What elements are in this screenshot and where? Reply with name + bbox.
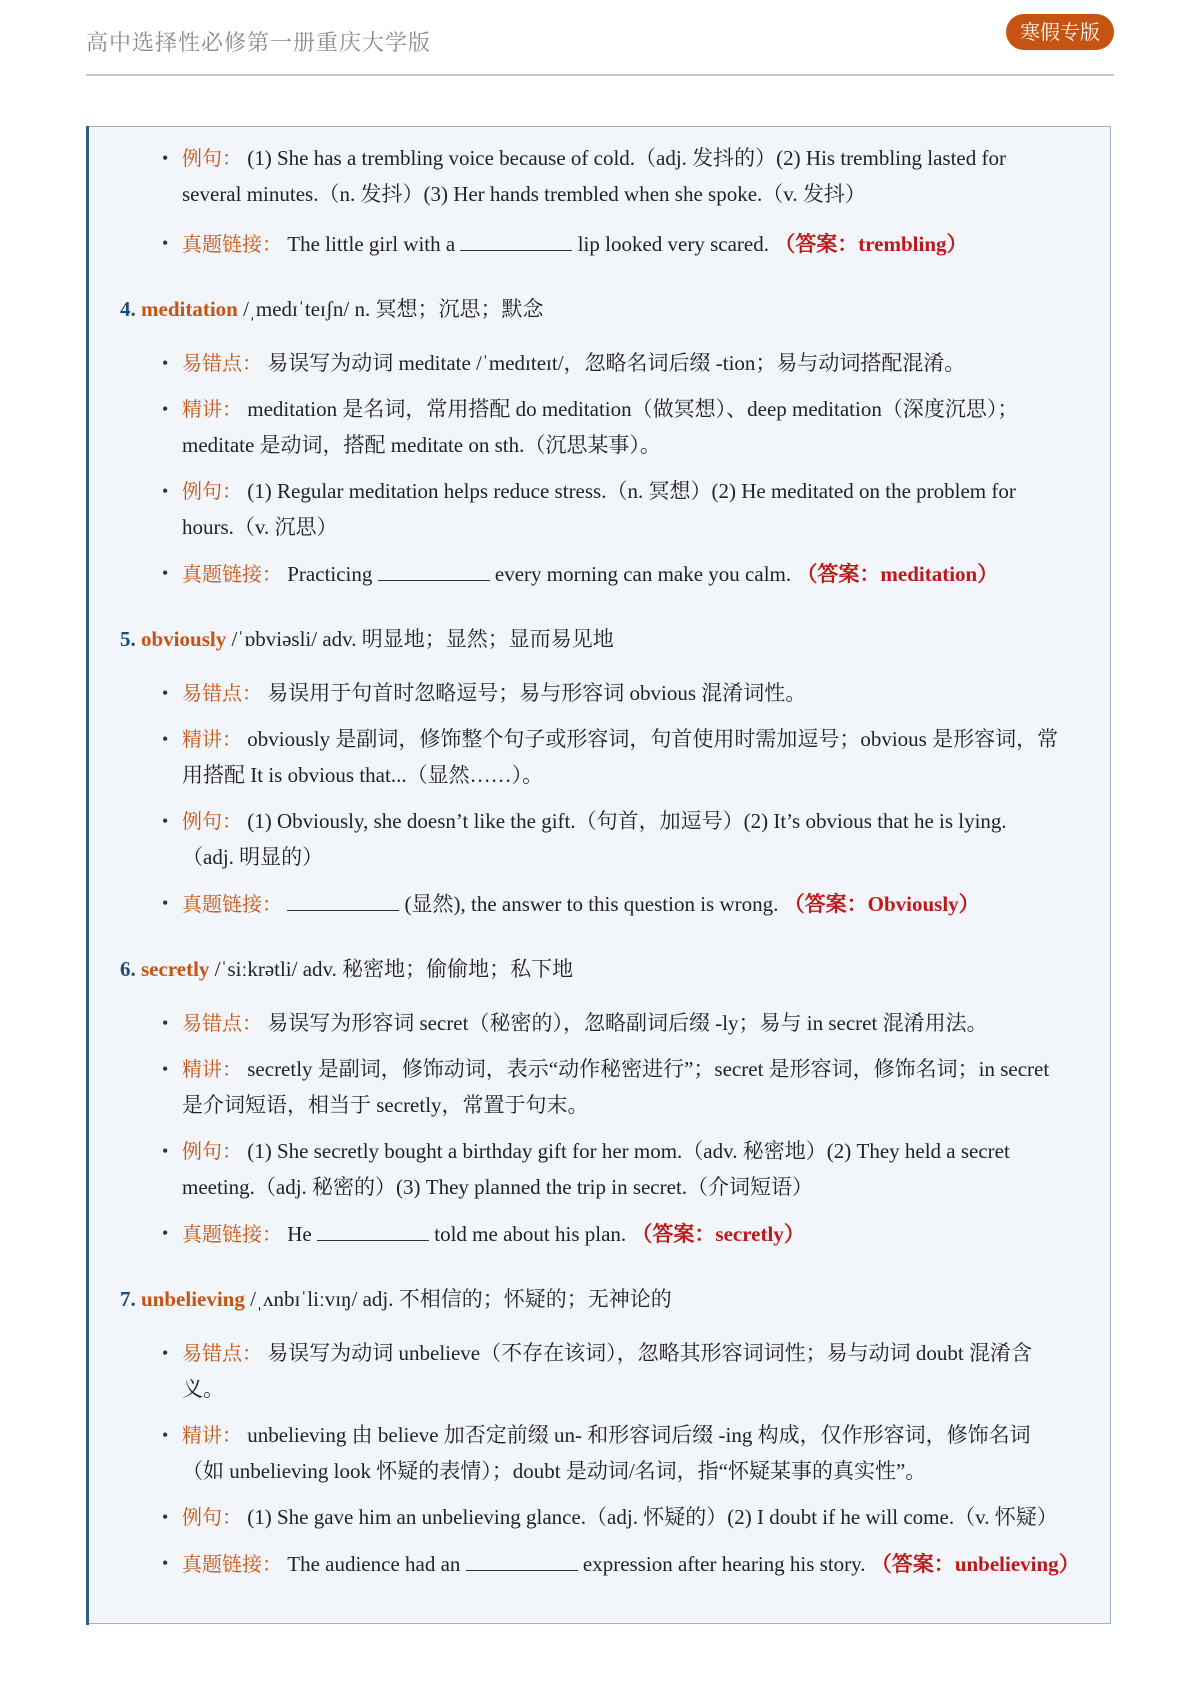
bullet-dot: • xyxy=(162,1059,169,1079)
exam-text-after: every morning can make you calm. xyxy=(494,562,792,586)
exam-text-before: He xyxy=(287,1222,312,1246)
exam-text-after: told me about his plan. xyxy=(434,1222,627,1246)
explain-text: meditation 是名词，常用搭配 do meditation（做冥想）、deep meditation（深度沉思）； xyxy=(247,397,1019,421)
exam-text-after: lip looked very scared. xyxy=(577,232,769,256)
example-line xyxy=(182,143,1006,173)
exam-label: 真题链接： xyxy=(182,1552,282,1576)
explain-label: 精讲： xyxy=(182,727,242,751)
entry-number: 6. xyxy=(120,957,136,981)
page-header-title: 高中选择性必修第一册重庆大学版 xyxy=(86,30,432,55)
entry-word: obviously xyxy=(141,627,227,651)
answer-word: Obviously xyxy=(867,892,959,916)
entry-heading xyxy=(120,954,573,984)
mistake-line xyxy=(182,678,806,708)
entry-number: 5. xyxy=(120,627,136,651)
answer-close: ） xyxy=(958,892,980,916)
exam-line xyxy=(182,888,980,919)
example-label: 例句： xyxy=(182,809,242,833)
answer-word: meditation xyxy=(880,562,978,586)
mistake-text: 易误写为动词 unbelieve（不存在该词），忽略其形容词词性；易与动词 doubt 混淆含 xyxy=(267,1341,1032,1365)
answer-open: （答案： xyxy=(774,232,859,256)
answer xyxy=(871,1552,1080,1576)
answer-close: ） xyxy=(783,1222,805,1246)
entry-word: secretly xyxy=(141,957,210,981)
bullet-dot: • xyxy=(162,1223,169,1243)
example-label: 例句： xyxy=(182,479,242,503)
bullet-dot: • xyxy=(162,353,169,373)
bullet-dot: • xyxy=(162,1013,169,1033)
explain-line-cont: 用搭配 It is obvious that...（显然……）。 xyxy=(182,763,544,787)
answer xyxy=(774,232,967,256)
answer-open: （答案： xyxy=(783,892,868,916)
bullet-dot: • xyxy=(162,1343,169,1363)
explain-line xyxy=(182,724,1058,754)
bullet-dot: • xyxy=(162,1141,169,1161)
answer-word: unbelieving xyxy=(954,1552,1059,1576)
explain-label: 精讲： xyxy=(182,1423,242,1447)
example-line-cont: meeting.（adj. 秘密的）(3) They planned the trip in secret.（介词短语） xyxy=(182,1175,814,1199)
mistake-line-cont: 义。 xyxy=(182,1377,224,1401)
explain-text: unbelieving 由 believe 加否定前缀 un- 和形容词后缀 -ing 构成，仅作形容词，修饰名词 xyxy=(247,1423,1031,1447)
entry-definition: /ˌʌnbɪˈliːvɪŋ/ adj. 不相信的；怀疑的；无神论的 xyxy=(250,1287,672,1311)
example-line xyxy=(182,1136,1010,1166)
fill-blank xyxy=(466,1548,578,1571)
answer xyxy=(796,562,998,586)
explain-line xyxy=(182,394,1018,424)
example-text: (1) Obviously, she doesn’t like the gift.（句首，加逗号）(2) It’s obvious that he is lying. xyxy=(247,809,1007,833)
explain-line xyxy=(182,1420,1031,1450)
example-text: (1) She gave him an unbelieving glance.（adj. 怀疑的）(2) I doubt if he will come.（v. 怀疑） xyxy=(247,1505,1058,1529)
answer xyxy=(631,1222,804,1246)
exam-label: 真题链接： xyxy=(182,232,282,256)
mistake-text: 易误写为形容词 secret（秘密的），忽略副词后缀 -ly；易与 in secret 混淆用法。 xyxy=(267,1011,988,1035)
example-text: (1) She has a trembling voice because of cold.（adj. 发抖的）(2) His trembling lasted for xyxy=(247,146,1006,170)
example-label: 例句： xyxy=(182,1505,242,1529)
mistake-line xyxy=(182,1008,988,1038)
bullet-dot: • xyxy=(162,233,169,253)
entry-word: unbelieving xyxy=(141,1287,245,1311)
bullet-dot: • xyxy=(162,893,169,913)
bullet-dot: • xyxy=(162,683,169,703)
bullet-dot: • xyxy=(162,811,169,831)
mistake-label: 易错点： xyxy=(182,681,262,705)
exam-line xyxy=(182,1548,1080,1579)
entry-number: 4. xyxy=(120,297,136,321)
exam-label: 真题链接： xyxy=(182,562,282,586)
explain-text: obviously 是副词，修饰整个句子或形容词，句首使用时需加逗号；obvious 是形容词，常 xyxy=(247,727,1059,751)
fill-blank xyxy=(287,888,399,911)
header-divider xyxy=(86,74,1114,76)
exam-line xyxy=(182,228,968,259)
mistake-label: 易错点： xyxy=(182,1011,262,1035)
example-line xyxy=(182,1502,1058,1532)
explain-label: 精讲： xyxy=(182,397,242,421)
edition-badge: 寒假专版 xyxy=(1006,14,1114,50)
answer-open: （答案： xyxy=(631,1222,716,1246)
example-line-cont: （adj. 明显的） xyxy=(182,845,324,869)
explain-line xyxy=(182,1054,1049,1084)
entry-word: meditation xyxy=(141,297,238,321)
answer-open: （答案： xyxy=(796,562,881,586)
exam-text-before: The audience had an xyxy=(287,1552,461,1576)
mistake-label: 易错点： xyxy=(182,351,262,375)
answer-word: secretly xyxy=(715,1222,784,1246)
answer-word: trembling xyxy=(858,232,947,256)
mistake-label: 易错点： xyxy=(182,1341,262,1365)
entry-heading xyxy=(120,1284,672,1314)
exam-text-after: (显然), the answer to this question is wrong. xyxy=(404,892,779,916)
exam-text-after: expression after hearing his story. xyxy=(582,1552,866,1576)
example-line-cont: several minutes.（n. 发抖）(3) Her hands trembled when she spoke.（v. 发抖） xyxy=(182,182,866,206)
fill-blank xyxy=(317,1218,429,1241)
answer-close: ） xyxy=(977,562,999,586)
entry-definition: /ˌmedɪˈteɪʃn/ n. 冥想；沉思；默念 xyxy=(243,297,544,321)
explain-line-cont: （如 unbelieving look 怀疑的表情）；doubt 是动词/名词，指“怀疑某事的真实性”。 xyxy=(182,1459,927,1483)
exam-text-before: The little girl with a xyxy=(287,232,456,256)
bullet-dot: • xyxy=(162,1425,169,1445)
exam-line xyxy=(182,1218,805,1249)
explain-text: secretly 是副词，修饰动词，表示“动作秘密进行”；secret 是形容词，修饰名词；in secret xyxy=(247,1057,1050,1081)
example-line xyxy=(182,476,1016,506)
explain-label: 精讲： xyxy=(182,1057,242,1081)
bullet-dot: • xyxy=(162,563,169,583)
answer-close: ） xyxy=(1058,1552,1080,1576)
bullet-dot: • xyxy=(162,1553,169,1573)
entry-heading xyxy=(120,624,614,654)
example-line xyxy=(182,806,1007,836)
entry-heading xyxy=(120,294,543,324)
example-text: (1) She secretly bought a birthday gift for her mom.（adv. 秘密地）(2) They held a secret xyxy=(247,1139,1010,1163)
answer-open: （答案： xyxy=(870,1552,955,1576)
exam-label: 真题链接： xyxy=(182,1222,282,1246)
bullet-dot: • xyxy=(162,1507,169,1527)
exam-text-before: Practicing xyxy=(287,562,373,586)
mistake-text: 易误用于句首时忽略逗号；易与形容词 obvious 混淆词性。 xyxy=(267,681,807,705)
bullet-dot: • xyxy=(162,148,169,168)
explain-line-cont: meditate 是动词，搭配 meditate on sth.（沉思某事）。 xyxy=(182,433,661,457)
answer xyxy=(784,892,980,916)
mistake-line xyxy=(182,348,965,378)
example-label: 例句： xyxy=(182,1139,242,1163)
exam-line xyxy=(182,558,998,589)
mistake-text: 易误写为动词 meditate /ˈmedɪteɪt/，忽略名词后缀 -tion；易与动词搭配混淆。 xyxy=(267,351,966,375)
fill-blank xyxy=(378,558,490,581)
mistake-line xyxy=(182,1338,1032,1368)
entry-definition: /ˈɒbviəsli/ adv. 明显地；显然；显而易见地 xyxy=(231,627,614,651)
answer-close: ） xyxy=(946,232,968,256)
example-line-cont: hours.（v. 沉思） xyxy=(182,515,338,539)
bullet-dot: • xyxy=(162,481,169,501)
exam-label: 真题链接： xyxy=(182,892,282,916)
bullet-dot: • xyxy=(162,399,169,419)
example-label: 例句： xyxy=(182,146,242,170)
entry-number: 7. xyxy=(120,1287,136,1311)
fill-blank xyxy=(460,228,572,251)
example-text: (1) Regular meditation helps reduce stress.（n. 冥想）(2) He meditated on the problem for xyxy=(247,479,1016,503)
explain-line-cont: 是介词短语，相当于 secretly，常置于句末。 xyxy=(182,1093,589,1117)
entry-definition: /ˈsiːkrətli/ adv. 秘密地；偷偷地；私下地 xyxy=(214,957,574,981)
bullet-dot: • xyxy=(162,729,169,749)
